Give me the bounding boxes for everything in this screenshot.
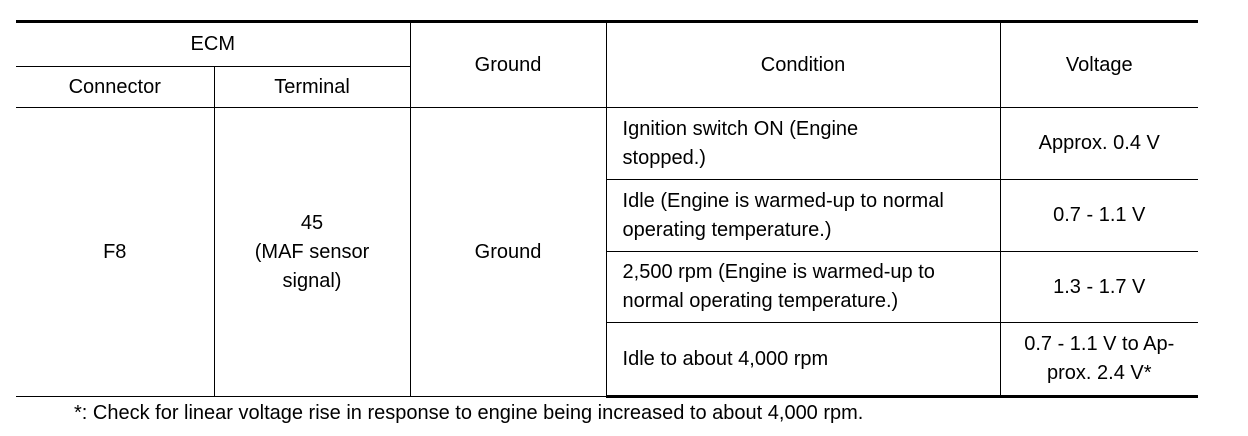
condition-cell xyxy=(606,323,1000,397)
voltage-cell xyxy=(1000,108,1198,180)
footnote: *: Check for linear voltage rise in response to engine being increased to about 4,000 rpm. xyxy=(74,402,864,424)
terminal-number: 45 xyxy=(300,211,324,234)
connector-cell: F8 xyxy=(16,108,214,397)
condition-line-1: 2,500 rpm (Engine is warmed-up to xyxy=(622,261,935,283)
condition-line-2: operating temperature.) xyxy=(622,218,832,241)
condition-line-2: normal operating temperature.) xyxy=(622,290,899,312)
condition-line-2: stopped.) xyxy=(622,146,706,169)
voltage-line-2: prox. 2.4 V* xyxy=(1047,362,1152,384)
header-connector: Connector xyxy=(16,67,214,108)
header-condition: Condition xyxy=(606,22,1000,108)
terminal-desc-line-1: (MAF sensor xyxy=(254,240,370,263)
condition-line-1: Ignition switch ON (Engine xyxy=(622,117,859,140)
terminal-cell xyxy=(214,108,410,397)
voltage-cell xyxy=(1000,180,1198,252)
terminal-desc-line-2: signal) xyxy=(282,269,342,292)
ground-cell: Ground xyxy=(410,108,606,397)
header-voltage: Voltage xyxy=(1000,22,1198,108)
condition-cell xyxy=(606,108,1000,180)
condition-cell xyxy=(606,252,1000,323)
header-ecm: ECM xyxy=(16,22,410,67)
condition-line-1: Idle to about 4,000 rpm xyxy=(622,347,829,370)
voltage-line-1: 1.3 - 1.7 V xyxy=(1053,275,1146,298)
header-ground: Ground xyxy=(410,22,606,108)
condition-cell xyxy=(606,180,1000,252)
condition-line-1: Idle (Engine is warmed-up to normal xyxy=(622,189,944,212)
voltage-cell xyxy=(1000,252,1198,323)
voltage-line-1: 0.7 - 1.1 V xyxy=(1053,204,1146,226)
voltage-line-1: Approx. 0.4 V xyxy=(1038,132,1160,154)
ecm-terminal-voltage-table xyxy=(16,20,1198,398)
table-row xyxy=(16,108,1198,180)
voltage-line-1: 0.7 - 1.1 V to Ap- xyxy=(1024,333,1175,355)
header-terminal: Terminal xyxy=(214,67,410,108)
header-row-1 xyxy=(16,22,1198,67)
voltage-cell xyxy=(1000,323,1198,397)
